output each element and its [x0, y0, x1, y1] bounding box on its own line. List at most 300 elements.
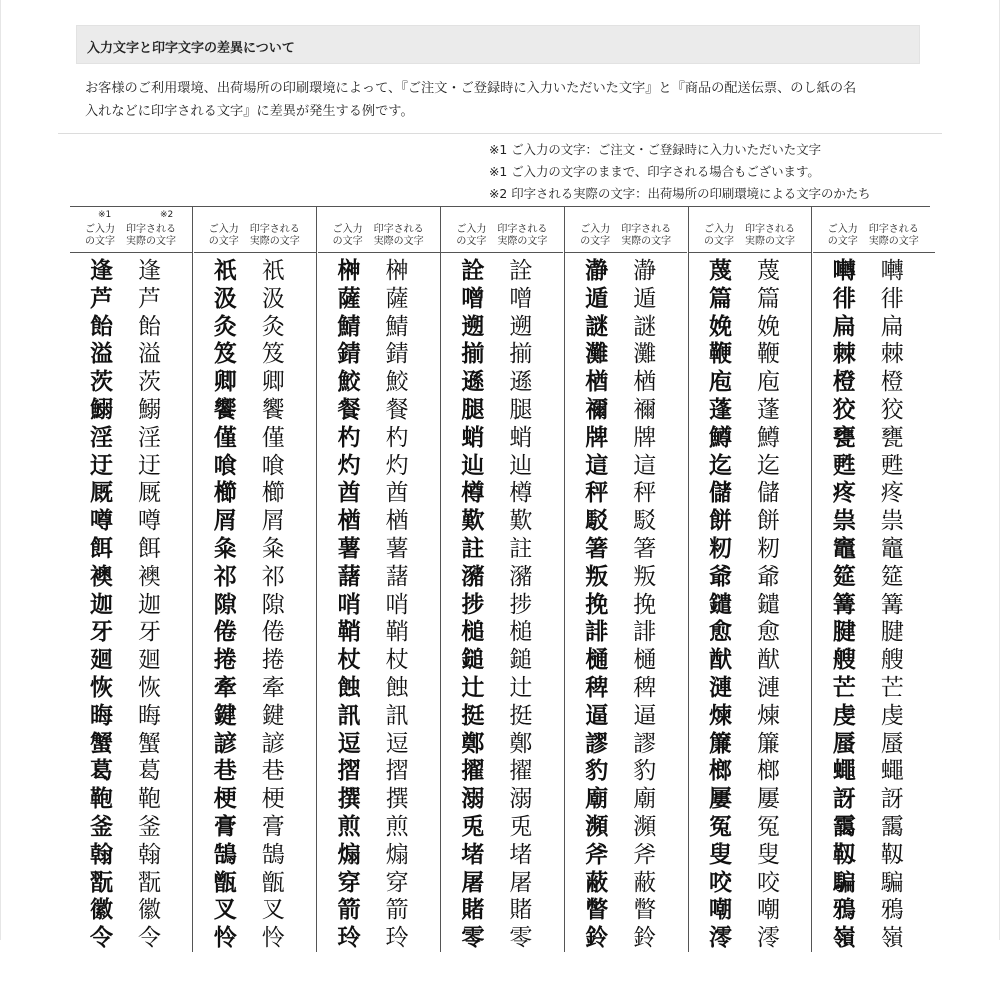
- printed-character: 杖: [385, 647, 409, 674]
- character-row: [194, 925, 316, 953]
- input-character: 揃: [461, 341, 485, 368]
- printed-character: 訝: [880, 786, 904, 813]
- character-row: [70, 286, 192, 314]
- character-row: [441, 258, 563, 286]
- character-row: [813, 369, 935, 397]
- input-character: 瞥: [585, 897, 609, 924]
- character-row: [70, 564, 192, 592]
- printed-character: 翫: [138, 869, 161, 896]
- input-character: 鰯: [90, 396, 113, 423]
- printed-character: 芦: [138, 285, 161, 312]
- table-column: [194, 206, 316, 952]
- character-row: [689, 480, 811, 508]
- character-row: [441, 397, 563, 425]
- input-character: 斧: [585, 841, 609, 868]
- character-row: [813, 425, 935, 453]
- printed-character: 櫛: [261, 480, 285, 507]
- input-character: 僅: [213, 424, 237, 451]
- character-row: [194, 564, 316, 592]
- input-character: 薩: [337, 285, 361, 312]
- input-character: 註: [461, 535, 485, 562]
- input-character: 楢: [337, 508, 361, 535]
- input-character: 蠅: [832, 758, 856, 785]
- character-row: [813, 453, 935, 481]
- character-row: [813, 536, 935, 564]
- character-row: [194, 341, 316, 369]
- character-row: [689, 870, 811, 898]
- printed-character: 楢: [385, 508, 409, 535]
- printed-character: 鴉: [880, 897, 904, 924]
- input-character: 逼: [585, 702, 609, 729]
- printed-character: 橙: [880, 369, 904, 396]
- character-rows: [194, 258, 316, 953]
- printed-character: 狡: [880, 396, 904, 423]
- character-row: [689, 897, 811, 925]
- input-character: 灘: [585, 341, 609, 368]
- printed-character: 靱: [880, 841, 904, 868]
- input-character: 倦: [213, 619, 237, 646]
- character-row: [689, 258, 811, 286]
- input-character: 靄: [832, 813, 856, 840]
- character-row: [441, 814, 563, 842]
- printed-character: 鞘: [385, 619, 409, 646]
- printed-character: 鯖: [385, 313, 409, 340]
- printed-character: 僅: [261, 424, 285, 451]
- input-character: 訊: [337, 702, 361, 729]
- character-row: [689, 842, 811, 870]
- input-character: 遡: [461, 313, 485, 340]
- note-line: ※2 印字される実際の文字：出荷場所の印刷環境による文字のかたち: [489, 186, 871, 201]
- character-row: [565, 703, 687, 731]
- character-row: [565, 453, 687, 481]
- printed-character: 遡: [509, 313, 533, 340]
- character-row: [194, 675, 316, 703]
- input-character: 擢: [461, 758, 485, 785]
- input-character: 摺: [337, 758, 361, 785]
- input-character: 隙: [213, 591, 237, 618]
- character-row: [813, 480, 935, 508]
- input-character: 餌: [90, 535, 113, 562]
- character-row: [318, 925, 440, 953]
- input-character: 樽: [461, 480, 485, 507]
- character-rows: [441, 258, 563, 953]
- character-row: [194, 453, 316, 481]
- input-character: 飴: [90, 313, 113, 340]
- printed-character: 駁: [633, 508, 657, 535]
- input-character: 諺: [213, 730, 237, 757]
- input-character: 瀦: [461, 563, 485, 590]
- input-character: 冤: [709, 813, 732, 840]
- character-row: [318, 314, 440, 342]
- character-row: [565, 508, 687, 536]
- printed-character: 饗: [261, 396, 285, 423]
- character-row: [194, 480, 316, 508]
- character-row: [194, 842, 316, 870]
- input-character: 蛸: [461, 424, 485, 451]
- printed-character: 豹: [633, 758, 657, 785]
- printed-character: 咬: [757, 869, 780, 896]
- input-character: 粂: [213, 535, 237, 562]
- printed-character: 杓: [385, 424, 409, 451]
- character-row: [689, 369, 811, 397]
- input-character: 屢: [709, 786, 732, 813]
- character-rows: [689, 258, 811, 953]
- character-row: [70, 480, 192, 508]
- input-character: 叛: [585, 563, 609, 590]
- printed-character: 猷: [757, 647, 780, 674]
- footnote-mark-1: ※1: [98, 210, 112, 220]
- input-character: 煽: [337, 841, 361, 868]
- character-row: [70, 397, 192, 425]
- printed-character: 倦: [261, 619, 285, 646]
- character-row: [70, 592, 192, 620]
- printed-character: 儲: [757, 480, 780, 507]
- printed-character: 甕: [880, 424, 904, 451]
- character-row: [318, 564, 440, 592]
- section-header: [76, 25, 920, 64]
- printed-character: 秤: [633, 480, 657, 507]
- printed-character: 爺: [757, 563, 780, 590]
- character-row: [194, 731, 316, 759]
- character-row: [318, 842, 440, 870]
- input-character: 甑: [213, 869, 237, 896]
- character-row: [813, 814, 935, 842]
- printed-character: 澪: [757, 925, 780, 952]
- character-row: [318, 647, 440, 675]
- input-character: 猷: [709, 647, 732, 674]
- character-row: [689, 425, 811, 453]
- printed-character: 恢: [138, 674, 161, 701]
- input-character: 喰: [213, 452, 237, 479]
- character-comparison-table: [70, 206, 930, 952]
- input-character: 穿: [337, 869, 361, 896]
- input-character: 祁: [213, 563, 237, 590]
- character-row: [441, 647, 563, 675]
- character-row: [70, 619, 192, 647]
- printed-character: 玲: [385, 925, 409, 952]
- header-rule: [689, 252, 811, 253]
- printed-character: 汲: [261, 285, 285, 312]
- character-row: [194, 758, 316, 786]
- input-character: 祇: [213, 258, 237, 284]
- character-row: [813, 703, 935, 731]
- character-row: [318, 758, 440, 786]
- printed-character: 腱: [880, 619, 904, 646]
- printed-character: 粂: [261, 535, 285, 562]
- header-printed-label: 印字される 実際の文字: [621, 224, 672, 247]
- input-character: 扁: [832, 313, 856, 340]
- character-row: [565, 758, 687, 786]
- input-character: 橙: [832, 369, 856, 396]
- input-character: 杓: [337, 424, 361, 451]
- printed-character: 榊: [385, 258, 409, 284]
- character-row: [194, 258, 316, 286]
- input-character: 辿: [461, 452, 485, 479]
- input-character: 瀕: [585, 813, 609, 840]
- printed-character: 鰯: [138, 396, 161, 423]
- input-character: 秤: [585, 480, 609, 507]
- character-row: [565, 425, 687, 453]
- header-printed-label: 印字される 実際の文字: [373, 224, 424, 247]
- character-row: [441, 341, 563, 369]
- printed-character: 蝕: [385, 674, 409, 701]
- printed-character: 囀: [880, 258, 904, 284]
- input-character: 堵: [461, 841, 485, 868]
- header-rule: [441, 252, 563, 253]
- printed-character: 瀞: [633, 258, 657, 284]
- table-column: [441, 206, 563, 952]
- printed-character: 哨: [385, 591, 409, 618]
- character-row: [689, 731, 811, 759]
- character-row: [565, 814, 687, 842]
- printed-character: 晦: [138, 702, 161, 729]
- input-character: 蟹: [90, 730, 113, 757]
- character-row: [318, 480, 440, 508]
- printed-character: 腿: [509, 396, 533, 423]
- header-input-label: ご入力 の文字: [85, 224, 115, 247]
- character-row: [318, 369, 440, 397]
- printed-character: 艘: [880, 647, 904, 674]
- character-row: [689, 286, 811, 314]
- printed-character: 箭: [385, 897, 409, 924]
- character-row: [441, 786, 563, 814]
- input-character: 靱: [832, 841, 856, 868]
- printed-character: 甑: [261, 869, 285, 896]
- character-row: [441, 925, 563, 953]
- character-row: [689, 925, 811, 953]
- input-character: 嶺: [832, 925, 856, 952]
- printed-character: 蛸: [509, 424, 533, 451]
- character-row: [70, 425, 192, 453]
- input-character: 迦: [90, 591, 113, 618]
- printed-character: 迦: [138, 591, 161, 618]
- character-row: [813, 397, 935, 425]
- header-input-label: ご入力 の文字: [456, 224, 487, 247]
- input-character: 徽: [90, 897, 113, 924]
- printed-character: 虔: [880, 702, 904, 729]
- printed-character: 筵: [880, 563, 904, 590]
- input-character: 漣: [709, 674, 732, 701]
- printed-character: 歎: [509, 508, 533, 535]
- printed-character: 簾: [757, 730, 780, 757]
- input-character: 鄭: [461, 730, 485, 757]
- input-character: 翰: [90, 841, 113, 868]
- input-character: 疼: [832, 480, 856, 507]
- input-character: 錆: [337, 341, 361, 368]
- character-row: [565, 480, 687, 508]
- left-edge-line: [0, 0, 1, 940]
- printed-character: 諺: [261, 730, 285, 757]
- input-character: 箭: [337, 897, 361, 924]
- input-character: 徘: [832, 285, 856, 312]
- printed-character: 賭: [509, 897, 533, 924]
- input-character: 廟: [585, 786, 609, 813]
- character-row: [70, 675, 192, 703]
- character-row: [689, 675, 811, 703]
- input-character: 牌: [585, 424, 609, 451]
- character-row: [689, 397, 811, 425]
- printed-character: 漣: [757, 674, 780, 701]
- character-row: [441, 564, 563, 592]
- input-character: 禰: [585, 396, 609, 423]
- printed-character: 零: [509, 925, 533, 952]
- character-row: [318, 897, 440, 925]
- character-row: [689, 703, 811, 731]
- character-row: [813, 619, 935, 647]
- column-header: [194, 208, 316, 252]
- character-row: [441, 425, 563, 453]
- input-character: 灸: [213, 313, 237, 340]
- input-character: 簾: [709, 730, 732, 757]
- character-row: [813, 731, 935, 759]
- table-column: [813, 206, 935, 952]
- printed-character: 煽: [385, 841, 409, 868]
- printed-character: 廟: [633, 786, 657, 813]
- printed-character: 逗: [385, 730, 409, 757]
- character-row: [441, 369, 563, 397]
- character-row: [565, 842, 687, 870]
- character-row: [689, 592, 811, 620]
- character-row: [813, 314, 935, 342]
- printed-character: 薩: [385, 285, 409, 312]
- input-character: 豹: [585, 758, 609, 785]
- input-character: 鍵: [213, 702, 237, 729]
- printed-character: 迂: [138, 452, 161, 479]
- printed-character: 茨: [138, 369, 161, 396]
- header-input-label: ご入力 の文字: [208, 224, 239, 247]
- input-character: 鑓: [709, 591, 732, 618]
- printed-character: 辿: [509, 452, 533, 479]
- input-character: 杖: [337, 647, 361, 674]
- character-row: [441, 842, 563, 870]
- input-character: 捲: [213, 647, 237, 674]
- character-row: [70, 842, 192, 870]
- printed-character: 煉: [757, 702, 780, 729]
- character-row: [318, 258, 440, 286]
- character-row: [689, 341, 811, 369]
- printed-character: 淫: [138, 424, 161, 451]
- character-row: [194, 897, 316, 925]
- printed-character: 斧: [633, 841, 657, 868]
- input-character: 哨: [337, 591, 361, 618]
- printed-character: 鵠: [261, 841, 285, 868]
- input-character: 澪: [709, 925, 732, 952]
- printed-character: 穿: [385, 869, 409, 896]
- input-character: 艘: [832, 647, 856, 674]
- printed-character: 令: [138, 925, 161, 952]
- character-row: [813, 258, 935, 286]
- input-character: 庖: [709, 369, 732, 396]
- printed-character: 遁: [633, 285, 657, 312]
- header-rule: [70, 252, 192, 253]
- character-row: [194, 286, 316, 314]
- input-character: 芦: [90, 285, 113, 312]
- input-character: 虔: [832, 702, 856, 729]
- column-header: [318, 208, 440, 252]
- printed-character: 嶺: [880, 925, 904, 952]
- printed-character: 棘: [880, 341, 904, 368]
- input-character: 稗: [585, 674, 609, 701]
- character-row: [441, 758, 563, 786]
- printed-character: 梗: [261, 786, 285, 813]
- input-character: 祟: [832, 508, 856, 535]
- divider: [58, 133, 942, 134]
- printed-character: 喰: [261, 452, 285, 479]
- character-row: [70, 369, 192, 397]
- input-character: 娩: [709, 313, 732, 340]
- printed-character: 溢: [138, 341, 161, 368]
- character-row: [194, 536, 316, 564]
- input-character: 鯖: [337, 313, 361, 340]
- input-character: 腱: [832, 619, 856, 646]
- character-row: [565, 786, 687, 814]
- notes: [489, 139, 871, 205]
- character-row: [689, 508, 811, 536]
- printed-character: 徘: [880, 285, 904, 312]
- input-character: 晦: [90, 702, 113, 729]
- character-row: [689, 314, 811, 342]
- input-character: 謬: [585, 730, 609, 757]
- input-character: 榊: [337, 258, 361, 284]
- input-character: 玲: [337, 925, 361, 952]
- character-row: [441, 314, 563, 342]
- input-character: 怜: [213, 925, 237, 952]
- input-character: 歎: [461, 508, 485, 535]
- input-character: 叟: [709, 841, 732, 868]
- character-row: [813, 925, 935, 953]
- printed-character: 鎚: [509, 647, 533, 674]
- input-character: 薯: [337, 535, 361, 562]
- input-character: 卿: [213, 369, 237, 396]
- printed-character: 辻: [509, 674, 533, 701]
- input-character: 厩: [90, 480, 113, 507]
- input-character: 叉: [213, 897, 237, 924]
- printed-character: 鱒: [757, 424, 780, 451]
- character-row: [70, 258, 192, 286]
- input-character: 賭: [461, 897, 485, 924]
- character-row: [813, 286, 935, 314]
- header-input-label: ご入力 の文字: [580, 224, 611, 247]
- input-character: 恢: [90, 674, 113, 701]
- printed-character: 訊: [385, 702, 409, 729]
- character-row: [441, 286, 563, 314]
- character-row: [318, 508, 440, 536]
- character-row: [565, 369, 687, 397]
- table-column: [318, 206, 440, 952]
- character-row: [689, 564, 811, 592]
- header-input-label: ご入力 の文字: [827, 224, 858, 247]
- printed-character: 稗: [633, 674, 657, 701]
- input-character: 鞘: [337, 619, 361, 646]
- printed-character: 叉: [261, 897, 285, 924]
- input-character: 饗: [213, 396, 237, 423]
- input-character: 茨: [90, 369, 113, 396]
- header-rule: [813, 252, 935, 253]
- input-character: 煉: [709, 702, 732, 729]
- character-row: [70, 731, 192, 759]
- character-row: [70, 786, 192, 814]
- input-character: 溺: [461, 786, 485, 813]
- printed-character: 灘: [633, 341, 657, 368]
- printed-character: 甦: [880, 452, 904, 479]
- input-character: 鞄: [90, 786, 113, 813]
- column-header: [70, 208, 192, 252]
- character-row: [813, 786, 935, 814]
- character-row: [318, 536, 440, 564]
- input-character: 鴉: [832, 897, 856, 924]
- printed-character: 遜: [509, 369, 533, 396]
- printed-character: 隙: [261, 591, 285, 618]
